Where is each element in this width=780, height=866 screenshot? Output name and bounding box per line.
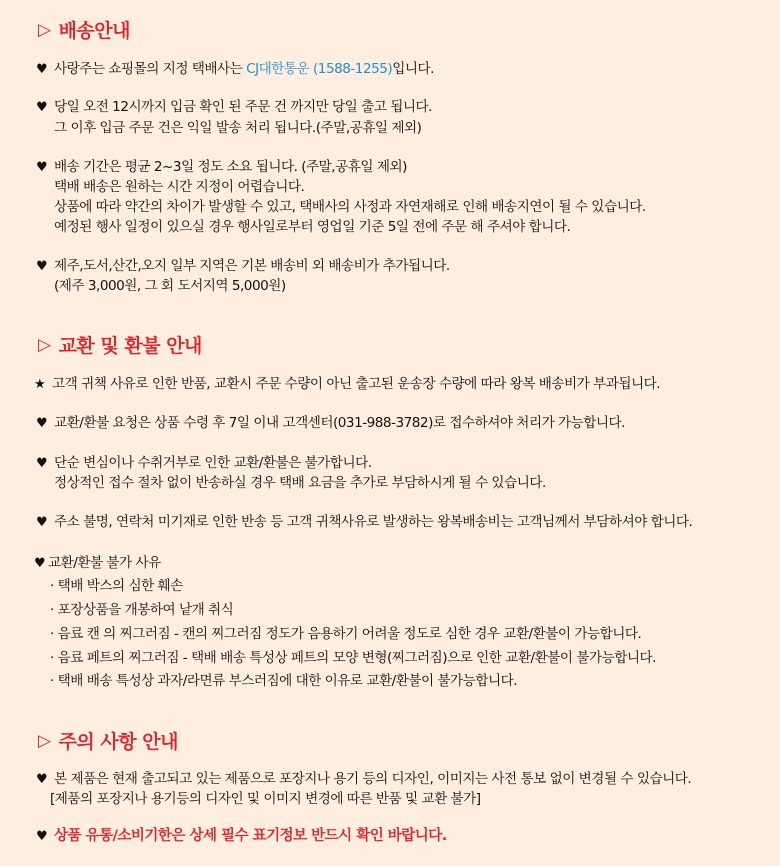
exchange-line-2: ♥ 교환/환불 요청은 상품 수령 후 7일 이내 고객센터(031-988-3782)로 접수하셔야 처리가 가능합니다. [36, 413, 625, 434]
delivery-line-1: ♥ 사랑주는 쇼핑몰의 지정 택배사는 CJ대한통운 (1588-1255)입니다. [36, 59, 434, 80]
delivery-title: 배송안내 [58, 20, 130, 42]
heart-icon: ♥ [36, 456, 48, 471]
heart-icon: ♥ [36, 829, 48, 844]
exchange-reason-3: · 음료 캔 의 찌그러짐 - 캔의 찌그러짐 정도가 음용하기 어려울 정도로 심한 경우 교환/환불이 가능합니다. [50, 626, 642, 642]
triangle-icon: ▷ [38, 19, 51, 40]
delivery-heading [38, 16, 130, 43]
exchange-reason-2: · 포장상품을 개봉하여 낱개 취식 [50, 602, 234, 618]
delivery-line-9: (제주 3,000원, 그 회 도서지역 5,000원) [54, 278, 286, 294]
exchange-line-4: 정상적인 접수 절차 없이 반송하실 경우 택배 요금을 추가로 부담하시게 될 수 있습니다. [54, 475, 546, 491]
caution-line-3 [36, 826, 447, 847]
exchange-line-3: ♥ 단순 변심이나 수취거부로 인한 교환/환불은 불가합니다. [36, 453, 372, 474]
delivery-line-4: ♥ 배송 기간은 평균 2~3일 정도 소요 됩니다. (주말,공휴일 제외) [36, 157, 407, 178]
expiry-notice: 상품 유통/소비기한은 상세 필수 표기정보 반드시 확인 바랍니다. [54, 828, 447, 844]
caution-line-2: [제품의 포장지나 용기등의 디자인 및 이미지 변경에 따른 반품 및 교환 불가] [50, 791, 481, 807]
exchange-line-1: ★ 고객 귀책 사유로 인한 반품, 교환시 주문 수량이 아닌 출고된 운송장 수량에 따라 왕복 배송비가 부과됩니다. [34, 374, 660, 395]
heart-icon: ♥ [36, 160, 48, 175]
heart-icon: ♥ [36, 515, 48, 530]
delivery-line-8: ♥ 제주,도서,산간,오지 일부 지역은 기본 배송비 외 배송비가 추가됩니다. [36, 256, 450, 277]
triangle-icon: ▷ [38, 334, 51, 355]
heart-icon: ♥ [36, 416, 48, 431]
heart-icon: ♥ [36, 62, 48, 77]
heart-icon: ♥ [36, 259, 48, 274]
delivery-line-5: 택배 배송은 원하는 시간 지정이 어렵습니다. [54, 179, 305, 195]
heart-icon: ♥ [34, 556, 46, 571]
star-icon: ★ [34, 377, 46, 392]
exchange-heading [38, 331, 202, 358]
heart-icon: ♥ [36, 772, 48, 787]
delivery-line-3: 그 이후 입금 주문 건은 익일 발송 처리 됩니다.(주말,공휴일 제외) [54, 120, 422, 136]
caution-title: 주의 사항 안내 [58, 731, 178, 753]
exchange-reason-1: · 택배 박스의 심한 훼손 [50, 578, 183, 594]
triangle-icon: ▷ [38, 730, 51, 751]
delivery-line-2: ♥ 당일 오전 12시까지 입금 확인 된 주문 건 까지만 당일 출고 됩니다. [36, 97, 432, 118]
delivery-line-6: 상품에 따라 약간의 차이가 발생할 수 있고, 택배사의 사정과 자연재해로 인해 배송지연이 될 수 있습니다. [54, 199, 646, 215]
courier-link[interactable]: CJ대한통운 (1588-1255) [246, 61, 393, 77]
caution-heading [38, 727, 178, 754]
exchange-reason-5: · 택배 배송 특성상 과자/라면류 부스러짐에 대한 이유로 교환/환불이 불가능합니다. [50, 673, 518, 689]
exchange-line-6: ♥ 교환/환불 불가 사유 [34, 553, 161, 574]
delivery-line-7: 예정된 행사 일정이 있으실 경우 행사일로부터 영업일 기준 5일 전에 주문 해 주셔야 합니다. [54, 219, 571, 235]
exchange-reason-4: · 음료 페트의 찌그러짐 - 택배 배송 특성상 페트의 모양 변형(찌그러짐)으로 인한 교환/환불이 불가능합니다. [50, 650, 656, 666]
heart-icon: ♥ [36, 100, 48, 115]
caution-line-1: ♥ 본 제품은 현재 출고되고 있는 제품으로 포장지나 용기 등의 디자인, 이미지는 사전 통보 없이 변경될 수 있습니다. [36, 769, 691, 790]
exchange-title: 교환 및 환불 안내 [58, 335, 202, 357]
exchange-line-5: ♥ 주소 불명, 연락처 미기재로 인한 반송 등 고객 귀책사유로 발생하는 왕복배송비는 고객님께서 부담하셔야 합니다. [36, 512, 692, 533]
